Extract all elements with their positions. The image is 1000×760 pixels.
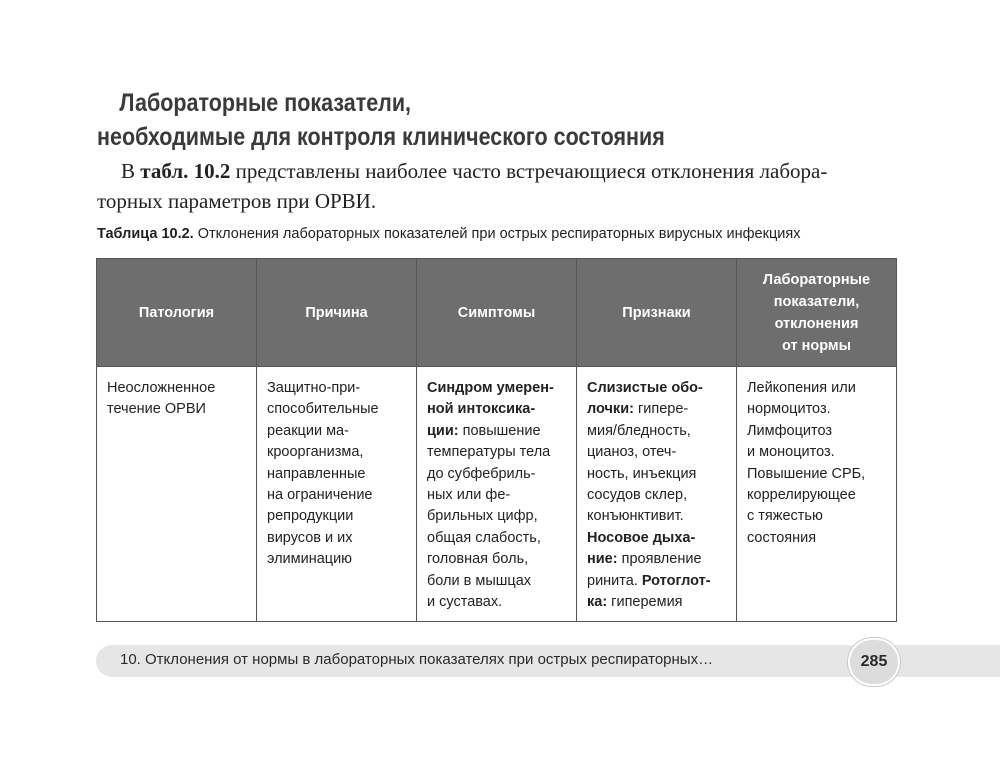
cell-text: до субфебриль- <box>427 465 536 482</box>
header-symptoms <box>417 259 577 367</box>
cell-line <box>587 592 726 613</box>
cell-text: брильных цифр, <box>427 508 538 525</box>
header-lab-values <box>737 259 897 367</box>
cell-text: гиперемия <box>607 594 683 611</box>
cell-line <box>427 399 566 420</box>
cell-text: состояния <box>747 529 817 546</box>
cell-text: температуры тела <box>427 444 551 461</box>
cell-line <box>107 399 246 420</box>
cell-line <box>747 421 886 442</box>
intro-paragraph <box>97 156 897 216</box>
cell-bold-text: Слизистые обо- <box>587 380 703 396</box>
cell-bold-text: ние: <box>587 551 618 568</box>
cell-line <box>587 378 726 399</box>
cell-text: и суставах. <box>427 594 503 611</box>
header-line: Лабораторные <box>762 271 871 288</box>
cell-line <box>267 442 406 463</box>
cell-line <box>587 442 726 463</box>
cell-text: способительные <box>267 401 379 418</box>
cell-text: реакции ма- <box>267 422 349 439</box>
intro-text-start: В <box>121 159 141 183</box>
cell-text: Защитно-при- <box>267 380 361 396</box>
cell-text: кроорганизма, <box>267 444 364 461</box>
cell-text: на ограничение <box>267 487 373 504</box>
cell-text: Повышение СРБ, <box>747 465 866 482</box>
cell-bold-text: лочки: <box>587 401 634 418</box>
cell-line <box>267 399 406 420</box>
cell-text: общая слабость, <box>427 529 541 546</box>
cell-text: элиминацию <box>267 551 353 568</box>
cell-line <box>427 378 566 399</box>
lab-deviations-table <box>96 258 897 622</box>
cell-bold-text: ной интоксика- <box>427 401 536 418</box>
cell-text: проявление <box>617 551 702 568</box>
cell-line <box>427 464 566 485</box>
cell-bold-text: Ротоглот- <box>641 572 711 589</box>
cell-line <box>427 592 566 613</box>
cell-text: конъюнктивит. <box>587 508 684 525</box>
header-line: показатели, <box>773 293 860 310</box>
table-header-row <box>97 259 897 367</box>
cell-text: репродукции <box>267 508 354 525</box>
cell-text: ность, инъекция <box>587 465 697 482</box>
cell-line <box>267 421 406 442</box>
cell-text: цианоз, отеч- <box>587 444 677 461</box>
cell-text: коррелирующее <box>747 487 856 504</box>
cell-line <box>587 549 726 570</box>
table-caption <box>97 226 897 242</box>
cell-text: Неосложненное <box>107 380 216 396</box>
header-line: отклонения <box>774 315 859 332</box>
cell-text: вирусов и их <box>267 529 353 546</box>
table-caption-text: Отклонения лабораторных показателей при острых респираторных вирусных инфекциях <box>193 226 801 242</box>
intro-text-line-2: торных параметров при ОРВИ. <box>97 189 377 213</box>
cell-line <box>427 571 566 592</box>
cell-text: направленные <box>267 465 366 482</box>
cell-line <box>747 399 886 420</box>
cell-line <box>747 378 886 399</box>
cell-line <box>587 421 726 442</box>
cell-text: гипере- <box>633 401 689 418</box>
cell-text: Лимфоцитоз <box>747 422 833 439</box>
cell-text: повышение <box>458 422 541 439</box>
intro-text-continued: представлены наиболее часто встречающиеся отклонения лабора- <box>230 159 828 183</box>
cell-line <box>747 506 886 527</box>
cell-line <box>587 571 726 592</box>
cell-signs <box>577 367 737 622</box>
cell-lab-values <box>737 367 897 622</box>
cell-line <box>747 442 886 463</box>
cell-bold-text: Носовое дыха- <box>587 529 696 546</box>
running-footer-title: 10. Отклонения от нормы в лабораторных показателях при острых респираторных… <box>120 651 714 668</box>
cell-bold-text: ка: <box>587 594 608 611</box>
cell-text: сосудов склер, <box>587 487 688 504</box>
header-line: от нормы <box>781 337 852 354</box>
cell-line <box>587 528 726 549</box>
cell-bold-text: Синдром умерен- <box>427 380 554 396</box>
cell-symptoms <box>417 367 577 622</box>
cell-text: нормоцитоз. <box>747 401 831 418</box>
header-pathology <box>97 259 257 367</box>
cell-text: ринита. <box>587 572 642 589</box>
cell-line <box>587 506 726 527</box>
cell-line <box>267 506 406 527</box>
cell-text: с тяжестью <box>747 508 823 525</box>
cell-line <box>427 549 566 570</box>
cell-line <box>747 528 886 549</box>
cell-line <box>267 549 406 570</box>
header-line: Симптомы <box>457 304 536 321</box>
cell-line <box>267 485 406 506</box>
cell-text: головная боль, <box>427 551 529 568</box>
table-row <box>97 367 897 622</box>
cell-text: Лейкопения или <box>747 380 856 396</box>
cell-line <box>587 399 726 420</box>
cell-line <box>427 485 566 506</box>
cell-line <box>427 506 566 527</box>
cell-line <box>427 421 566 442</box>
cell-line <box>587 464 726 485</box>
header-signs <box>577 259 737 367</box>
page-number-badge: 285 <box>848 638 900 686</box>
header-line: Признаки <box>622 304 691 321</box>
cell-text: и моноцитоз. <box>747 444 835 461</box>
cell-line <box>747 485 886 506</box>
header-cause <box>257 259 417 367</box>
cell-line <box>427 442 566 463</box>
cell-cause <box>257 367 417 622</box>
cell-bold-text: ции: <box>427 422 459 439</box>
cell-pathology <box>97 367 257 622</box>
section-heading-line-2: необходимые для контроля клинического состояния <box>97 123 665 151</box>
section-heading <box>97 86 802 154</box>
cell-line <box>267 528 406 549</box>
cell-line <box>267 378 406 399</box>
cell-line <box>107 378 246 399</box>
cell-line <box>427 528 566 549</box>
cell-line <box>587 485 726 506</box>
cell-text: течение ОРВИ <box>107 401 206 418</box>
header-line: Причина <box>305 304 368 321</box>
cell-text: боли в мышцах <box>427 572 532 589</box>
cell-line <box>267 464 406 485</box>
header-line: Патология <box>138 304 215 321</box>
table-reference: табл. 10.2 <box>140 159 231 183</box>
cell-line <box>747 464 886 485</box>
section-heading-line-1: Лабораторные показатели, <box>119 89 412 117</box>
cell-text: мия/бледность, <box>587 422 691 439</box>
cell-text: ных или фе- <box>427 487 511 504</box>
table-caption-label: Таблица 10.2. <box>97 226 194 242</box>
